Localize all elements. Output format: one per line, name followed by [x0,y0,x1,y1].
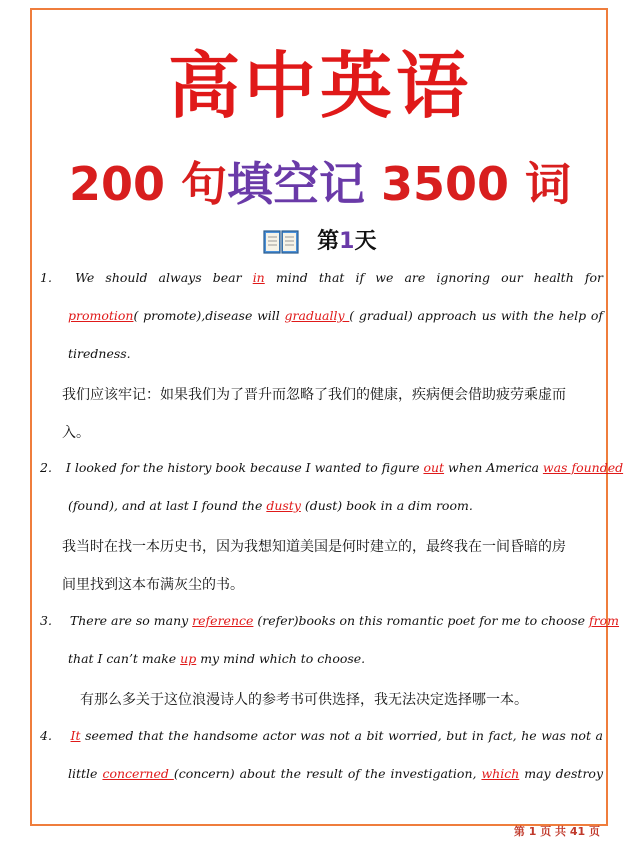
item-1-line-1: 1. We should always bear in mind that if we are ignoring our health for [40,270,603,285]
item-1-translation-2: 入。 [62,425,90,441]
item-index: 2. [40,460,52,475]
subtitle [0,148,640,214]
answer-blank: out [423,460,445,475]
item-4-line-1: 4. It seemed that the handsome actor was not a bit worried, but in fact, he was not a [40,728,603,743]
page-number: 第 1 页 共 41 页 [513,825,600,838]
item-2-translation-1: 我当时在找一本历史书，因为我想知道美国是何时建立的，最终我在一间昏暗的房 [62,539,566,555]
item-3-translation: 有那么多关于这位浪漫诗人的参考书可供选择，我无法决定选择哪一本。 [80,692,528,708]
item-4-line-2: little concerned (concern) about the result of the investigation, which may destroy [68,766,604,781]
answer-blank: up [180,651,197,666]
item-index: 4. [40,728,52,743]
book-icon [263,228,299,256]
answer-blank: was founded [542,460,624,475]
answer-blank: It [70,728,81,743]
answer-blank: promotion [68,308,134,323]
main-title: 高中英语 [167,44,472,128]
item-1-line-3: tiredness. [68,346,131,361]
item-1-translation-1: 我们应该牢记：如果我们为了晋升而忽略了我们的健康，疾病便会借助疲劳乘虚而 [62,387,566,403]
item-3-line-1: 3. There are so many reference (refer)books on this romantic poet for me to choose from [40,613,620,628]
answer-blank: dusty [266,498,301,513]
day-number: 1 [339,229,355,254]
answer-blank: gradually [284,308,350,323]
item-3-line-2: that I can’t make up my mind which to choose. [68,651,366,666]
answer-blank: reference [192,613,254,628]
item-2-line-1: 2. I looked for the history book because I wanted to figure out when America was founded [40,460,624,475]
answer-blank: which [481,766,520,781]
subtitle-word-count: 3500 [381,157,510,211]
item-index: 1. [40,270,52,285]
item-1-line-2: promotion( promote),disease will gradually ( gradual) approach us with the help of [68,308,604,323]
subtitle-word: 词 [525,157,572,211]
day-prefix: 第 [317,229,340,254]
subtitle-fill-blank: 填空记 [226,157,365,211]
answer-blank: concerned [102,766,174,781]
day-heading [0,224,640,256]
subtitle-count: 200 [68,157,165,211]
subtitle-sentence: 句 [180,157,227,211]
day-suffix: 天 [354,229,377,254]
item-index: 3. [40,613,52,628]
item-2-translation-2: 间里找到这本布满灰尘的书。 [62,577,244,593]
item-2-line-2: (found), and at last I found the dusty (dust) book in a dim room. [68,498,473,513]
answer-blank: from [589,613,620,628]
answer-blank: in [252,270,265,285]
